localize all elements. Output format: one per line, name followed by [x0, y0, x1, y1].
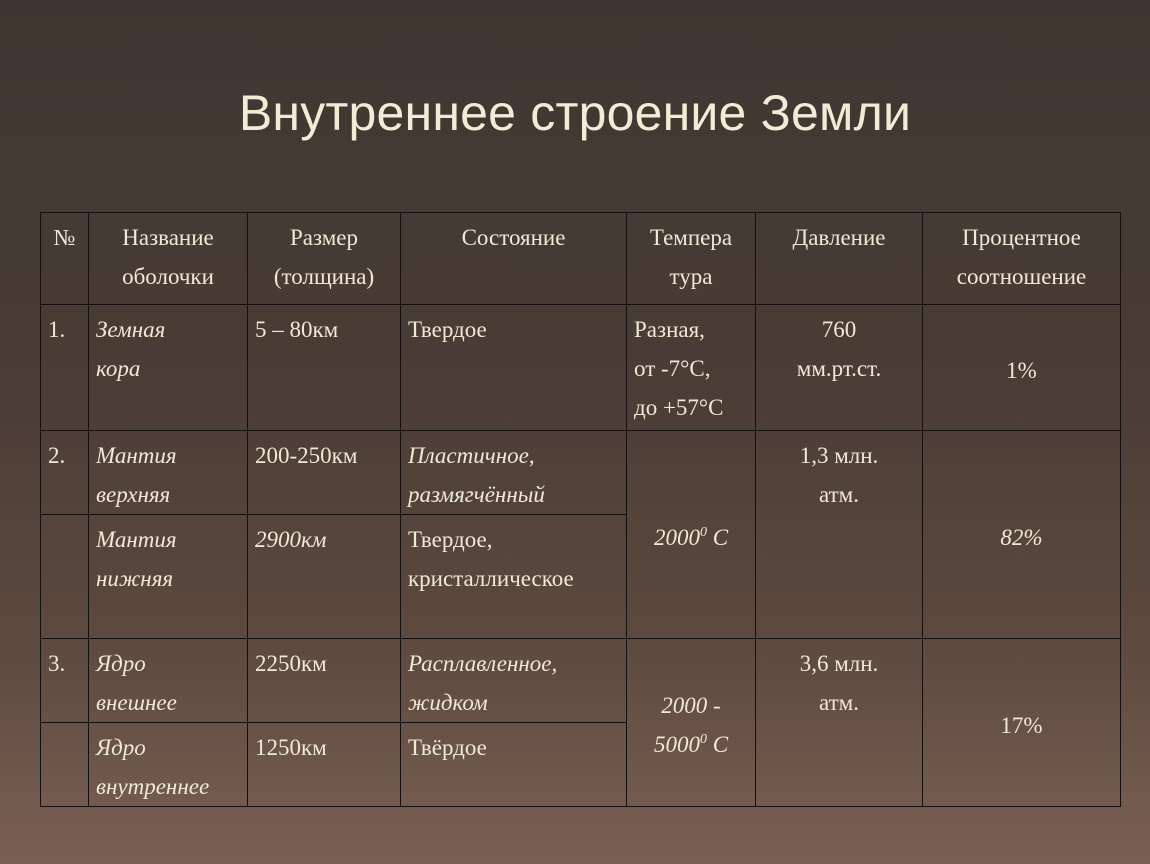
header-pressure: Давление	[756, 213, 923, 305]
inner-core-size: 1250км	[248, 723, 401, 807]
inner-core-name: Ядро внутреннее	[89, 723, 248, 807]
header-size: Размер (толщина)	[248, 213, 401, 305]
crust-pressure: 760 мм.рт.ст.	[756, 305, 923, 431]
header-name: Название оболочки	[89, 213, 248, 305]
outer-core-name: Ядро внешнее	[89, 639, 248, 723]
inner-core-state: Твёрдое	[401, 723, 627, 807]
crust-percentage: 1%	[923, 305, 1121, 431]
lower-mantle-name: Мантия нижняя	[89, 515, 248, 639]
table-row-outer-core	[41, 639, 1121, 723]
crust-temperature: Разная, от -7°С, до +57°С	[627, 305, 756, 431]
mantle-percentage: 82%	[923, 431, 1121, 639]
outer-core-num: 3.	[41, 639, 89, 723]
mantle-temperature: 2000$^0$ С	[627, 431, 756, 639]
crust-size: 5 – 80км	[248, 305, 401, 431]
upper-mantle-size: 200-250км	[248, 431, 401, 515]
table-row-crust	[41, 305, 1121, 431]
core-temperature: 2000 - 5000$^0$ С	[627, 639, 756, 807]
upper-mantle-num: 2.	[41, 431, 89, 515]
header-temperature: Темпера тура	[627, 213, 756, 305]
lower-mantle-num	[41, 515, 89, 639]
lower-mantle-size: 2900км	[248, 515, 401, 639]
core-percentage: 17%	[923, 639, 1121, 807]
lower-mantle-state: Твердое, кристаллическое	[401, 515, 627, 639]
table-row-upper-mantle	[41, 431, 1121, 515]
header-percentage: Процентное соотношение	[923, 213, 1121, 305]
crust-state: Твердое	[401, 305, 627, 431]
crust-num: 1.	[41, 305, 89, 431]
upper-mantle-state: Пластичное, размягчённый	[401, 431, 627, 515]
header-num: №	[41, 213, 89, 305]
slide-title: Внутреннее строение Земли	[238, 85, 912, 141]
outer-core-state: Расплавленное, жидком	[401, 639, 627, 723]
inner-core-num	[41, 723, 89, 807]
outer-core-size: 2250км	[248, 639, 401, 723]
crust-name: Земная кора	[89, 305, 248, 431]
header-row	[41, 213, 1121, 305]
earth-structure-table	[40, 212, 1121, 807]
header-state: Состояние	[401, 213, 627, 305]
upper-mantle-name: Мантия верхняя	[89, 431, 248, 515]
mantle-pressure: 1,3 млн. атм.	[756, 431, 923, 639]
core-pressure: 3,6 млн. атм.	[756, 639, 923, 807]
